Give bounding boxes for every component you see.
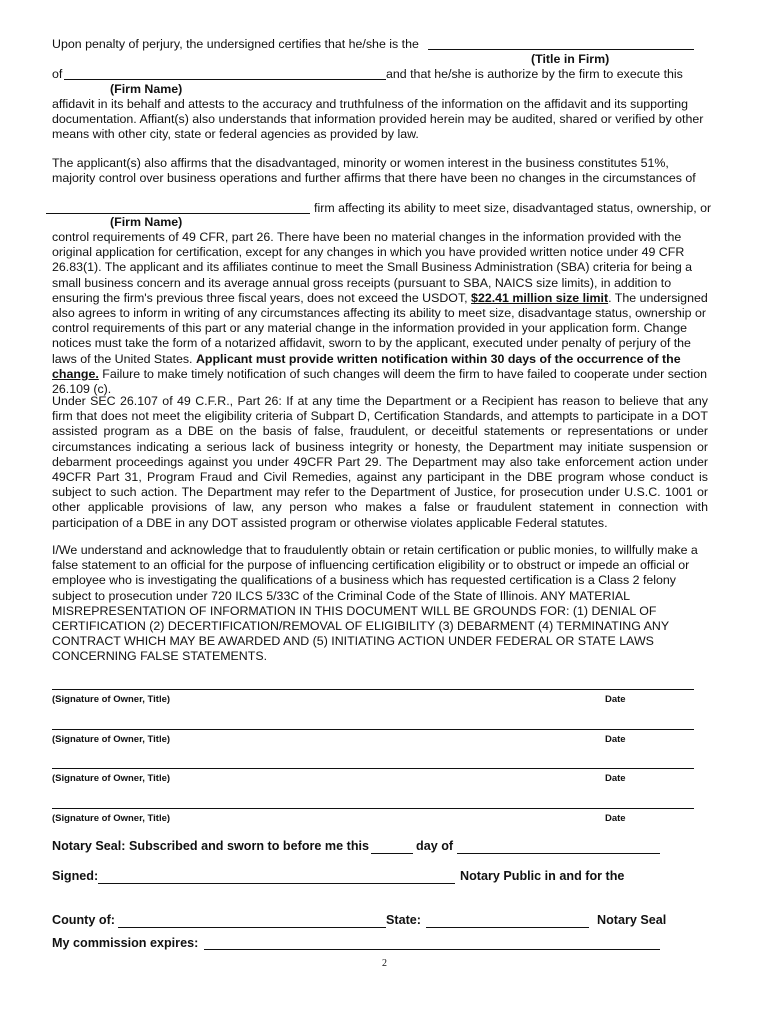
signed-label: Signed:	[52, 869, 99, 883]
signature-line[interactable]	[52, 808, 694, 809]
signature-label: (Signature of Owner, Title)	[52, 694, 171, 705]
commission-label: My commission expires:	[52, 936, 199, 950]
firm-name-field-1[interactable]	[64, 79, 386, 80]
change-word: change.	[52, 366, 99, 381]
day-of-text: day of	[416, 839, 454, 853]
sworn-day-field[interactable]	[371, 853, 413, 854]
firm-name-field-2[interactable]	[46, 213, 310, 214]
firm-name-label-1: (Firm Name)	[110, 82, 183, 96]
authorize-text: and that he/she is authorize by the firm to execute this	[386, 67, 683, 81]
signature-line[interactable]	[52, 729, 694, 730]
notary-seal-label: Notary Seal	[597, 913, 667, 927]
sworn-month-field[interactable]	[457, 853, 660, 854]
of-word: of	[52, 67, 63, 81]
sec-26-107-paragraph: Under SEC 26.107 of 49 C.F.R., Part 26: If at any time the Department or a Recipient has reason to believe that any firm that does not meet the eligibility criteria of Subpart D, Certification Standards, and attempts to participate in a DOT assisted program as a DBE on the basis of false, fraudulent, or deceitful statements or representations or under circumstances indicating a serious lack of business integrity or honesty, the Department may initiate suspension or debarment proceedings against you under 49CFR Part 29. The Department may also take enforcement action under 49CFR Part 31, Program Fraud and Civil Remedies, against any participant in the DBE program whose conduct is subject to such action. The Department may refer to the Department of Justice, for prosecution under U.S.C. 1001 or other applicable provisions of law, any person who makes a false or fraudulent statement in connection with participation of a DBE in any DOT assisted program or otherwise violates applicable Federal statutes.	[52, 394, 708, 530]
notary-signature-field[interactable]	[98, 883, 455, 884]
date-label: Date	[605, 773, 626, 784]
notary-public-text: Notary Public in and for the	[460, 869, 625, 883]
signature-label: (Signature of Owner, Title)	[52, 813, 171, 824]
notice-requirement: Applicant must provide written notification within 30 days of the occurrence of the	[195, 351, 681, 366]
affirmation-body	[52, 230, 708, 397]
state-label: State:	[386, 913, 421, 927]
signature-label: (Signature of Owner, Title)	[52, 734, 171, 745]
affirmation-intro: The applicant(s) also affirms that the disadvantaged, minority or women interest in the business constitutes 51%, majority control over business operations and further affirms that there have been no changes in the circumstances of	[52, 156, 696, 186]
page-number: 2	[382, 958, 387, 969]
affirmation-body-b: . The undersigned also agrees to inform in writing of any circumstances affecting its ability to meet size, disadvantage status, ownership or control requirements of this part or any material change in the information provided in your application form. Change notices must take the form of a notarized affidavit, sworn to by the applicant, executed under penalty of perjury of the laws of the United States.	[52, 290, 708, 366]
size-limit: $22.41 million size limit	[471, 290, 609, 305]
firm-affecting-text: firm affecting its ability to meet size, disadvantaged status, ownership, or	[314, 201, 712, 215]
affirmation-body-a: control requirements of 49 CFR, part 26. There have been no material changes in the information provided with the original application for certification, except for any changes in which you have provided written notice under 49 CFR 26.83(1). The applicant and its affiliates continue to meet the Small Business Administration (SBA) criteria for being a small business concern and its average annual gross receipts (pursuant to SBA, NAICS size limits), in addition to ensuring the firm's previous three fiscal years, does not exceed the USDOT,	[52, 230, 693, 305]
state-field[interactable]	[426, 927, 589, 928]
notary-seal-text: Notary Seal: Subscribed and sworn to before me this	[52, 839, 370, 853]
signature-label: (Signature of Owner, Title)	[52, 773, 171, 784]
date-label: Date	[605, 813, 626, 824]
signature-line[interactable]	[52, 689, 694, 690]
intro-text: Upon penalty of perjury, the undersigned certifies that he/she is the	[52, 37, 419, 51]
certification-body: affidavit in its behalf and attests to the accuracy and truthfulness of the information on the affidavit and its supporting documentation. Affiant(s) also understands that information provided herein may be audited, shared or verified by other means with other city, state or federal agencies as provided by law.	[52, 97, 704, 142]
date-label: Date	[605, 734, 626, 745]
firm-name-label-2: (Firm Name)	[110, 215, 183, 229]
title-in-firm-label: (Title in Firm)	[531, 52, 610, 66]
county-field[interactable]	[118, 927, 386, 928]
date-label: Date	[605, 694, 626, 705]
signature-line[interactable]	[52, 768, 694, 769]
title-in-firm-field[interactable]	[428, 49, 694, 50]
affirmation-body-c: Failure to make timely notification of such changes will deem the firm to have failed to cooperate under section 26.109 (c).	[52, 366, 707, 397]
commission-expires-field[interactable]	[204, 949, 660, 950]
acknowledgement-paragraph: I/We understand and acknowledge that to fraudulently obtain or retain certification or public monies, to willfully make a false statement to an official for the purpose of influencing certification eligibility or to obstruct or impede an official or employee who is investigating the qualifications of a business which has requested certification is a Class 2 felony subject to prosecution under 720 ILCS 5/33C of the Criminal Code of the State of Illinois. ANY MATERIAL MISREPRESENTATION OF INFORMATION IN THIS DOCUMENT WILL BE GROUNDS FOR: (1) DENIAL OF CERTIFICATION (2) DECERTIFICATION/REMOVAL OF ELIGIBILITY (3) DEBARMENT (4) TERMINATING ANY CONTRACT WHICH MAY BE AWARDED AND (5) INITIATING ACTION UNDER FEDERAL OR STATE LAWS CONCERNING FALSE STATEMENTS.	[52, 543, 698, 664]
county-label: County of:	[52, 913, 115, 927]
